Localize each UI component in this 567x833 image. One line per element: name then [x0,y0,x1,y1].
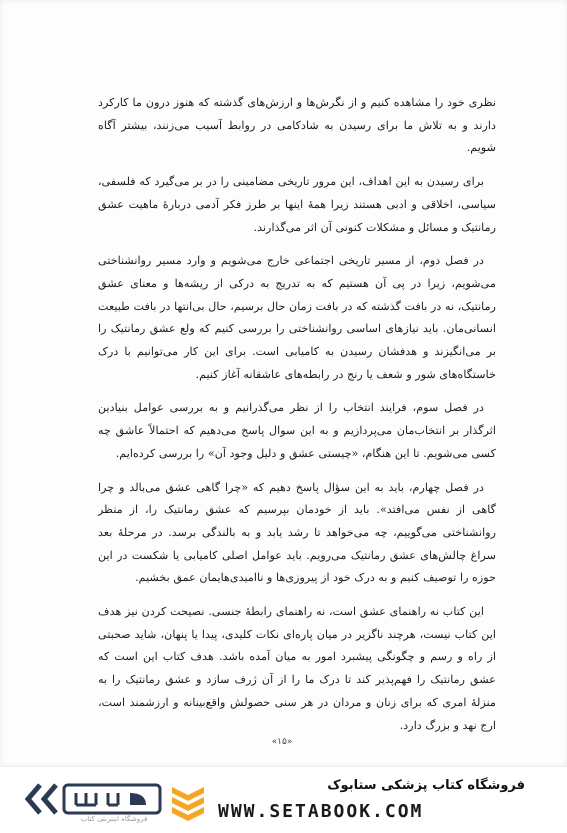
paragraph-2: برای رسیدن به این اهداف، این مرور تاریخی مضامینی را در بر می‌گیرد که فلسفی، سیاسی، اخلاقی و ادبی هستند زیرا همهٔ اینها بر طرز فکر آدمی دربارهٔ ماهیت عشق رمانتیک و مسائل و مشکلات کنونی آن اثر می‌گذارند. [98,175,496,234]
setabook-logo [62,781,162,817]
body-text [98,92,496,748]
store-url-link[interactable]: WWW.SETABOOK.COM [218,801,424,822]
page-number: «۱۵» [271,737,293,747]
store-name: فروشگاه کتاب پزشکی ستابوک [327,778,525,793]
paragraph-5: در فصل چهارم، باید به این سؤال پاسخ دهیم که «چرا گاهی عشق می‌بالد و چرا گاهی از نفس می‌افتد». باید از خودمان بپرسیم که عشق رمانتیک را، از منظر روانشناختی می‌گوییم، چه می‌خواهد تا رشد یابد و به بالندگی برسد. در مرحلهٔ بعد سراغ چالش‌های عشق رمانتیک می‌رویم. باید عوامل اصلی کامیابی یا شکست در این حوزه را توصیف کنیم و به درک خود از پیروزی‌ها و ناامیدی‌هایمان عمق بخشیم. [98,480,496,585]
paragraph-3: در فصل دوم، از مسیر تاریخی اجتماعی خارج می‌شویم و وارد مسیر روانشناختی می‌شویم، زیرا در پی آن هستیم که به تدریج به درکی از ریشه‌ها و معنای عشق رمانتیک، نه در بافت گذشته که در بافت زمان حال برسیم، حال بی‌انتها در بافت طبیعت انسانی‌مان. باید نیازهای اساسی روانشناختی را بررسی کنیم که ولع عشق رمانتیک را بر می‌انگیزند و هدفشان رسیدن به کامیابی است. برای این کار می‌توانیم با درک خاستگاه‌های شور و شعف یا رنج در رابطه‌های عاشقانه آغاز کنیم. [98,254,496,381]
chevron-left-icon [22,781,62,817]
paragraph-1: نظری خود را مشاهده کنیم و از نگرش‌ها و ارزش‌های گذشته که هنوز درون ما کارکرد دارند و به تلاش ما برای رسیدن به شادکامی در روابط آسیب می‌زنند، بیشتر آگاه شویم. [98,96,496,155]
paragraph-6: این کتاب نه راهنمای عشق است، نه راهنمای رابطهٔ جنسی. نصیحت کردن نیز هدف این کتاب نیست، هرچند ناگزیر در میان پاره‌ای نکات کلیدی، پیدا یا پنهان، شاید صحبتی از راه و رسم و چگونگی پیشبرد امور به میان آمده باشد. هدف کتاب این است که عشق رمانتیک را فهم‌پذیر کند تا درک ما را از آن ژرف سازد و عشق رمانتیک را به منزلهٔ امری که برای زنان و مردان در هر سنی حصولش واقع‌بینانه و ارزشمند است، ارج نهد و بزرگ دارد. [98,605,496,732]
book-chevron-icon [168,781,208,821]
store-footer [0,766,567,833]
paragraph-4: در فصل سوم، فرایند انتخاب را از نظر می‌گذرانیم و به بررسی عوامل بنیادین اثرگذار بر انتخاب‌مان می‌پردازیم و به این سوال پاسخ می‌دهیم که احتمالاً عاشق چه کسی می‌شویم. تا این هنگام، «چیستی عشق و دلیل وجود آن» را بررسی کرده‌ایم. [98,401,496,460]
brand-subtitle: فروشگاه اینترنتی کتاب [80,815,148,823]
